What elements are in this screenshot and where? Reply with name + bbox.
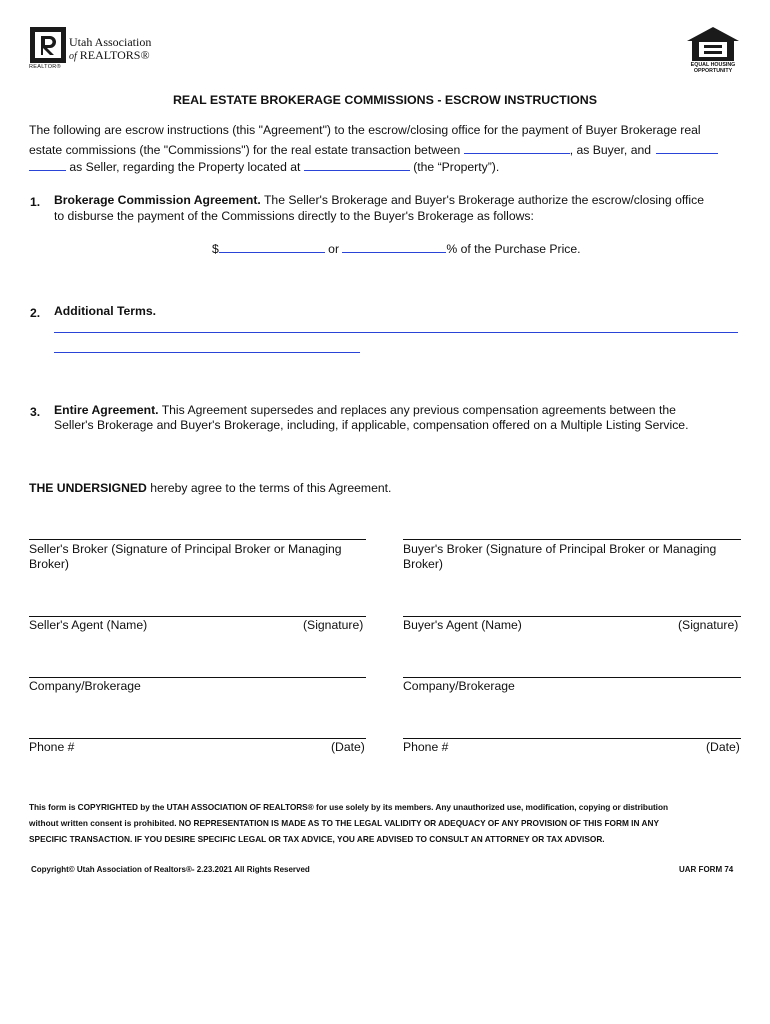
- seller-name-field-end[interactable]: [29, 158, 66, 171]
- seller-phone-label: Phone #: [29, 740, 75, 754]
- logo-line-1: Utah Association: [69, 35, 152, 49]
- undersigned-statement: [29, 480, 391, 497]
- buyer-company-label: Company/Brokerage: [403, 679, 515, 693]
- section-3-number: 3.: [30, 405, 41, 419]
- section-2-heading: Additional Terms.: [54, 304, 157, 318]
- section-1-text-1: The Seller's Brokerage and Buyer's Brokerage authorize the escrow/closing office: [263, 193, 704, 207]
- additional-terms-line-1[interactable]: [54, 332, 738, 333]
- section-1-text-2: to disburse the payment of the Commissions directly to the Buyer's Brokerage as follows:: [54, 209, 534, 223]
- commission-percent-field[interactable]: [342, 240, 446, 253]
- seller-broker-signature-line[interactable]: [29, 539, 366, 540]
- eho-line-1: EQUAL HOUSING: [690, 62, 736, 68]
- property-address-field[interactable]: [304, 158, 410, 171]
- logo-line-2-prefix: of: [69, 51, 77, 62]
- copyright-notice-1: This form is COPYRIGHTED by the UTAH ASSOCIATION OF REALTORS® for use solely by its members. Any unauthorized use, modification, copying or distribution: [29, 802, 668, 812]
- dollar-sign: $: [212, 242, 219, 256]
- undersigned-bold: THE UNDERSIGNED: [29, 481, 147, 495]
- seller-company-label: Company/Brokerage: [29, 679, 141, 693]
- intro-line-3-a: as Seller, regarding the Property located at: [69, 160, 301, 174]
- or-text: or: [328, 242, 340, 256]
- section-3-heading: Entire Agreement.: [54, 403, 159, 417]
- logo-line-2-main: REALTORS®: [79, 48, 150, 62]
- section-3-text-2: Seller's Brokerage and Buyer's Brokerage, including, if applicable, compensation offered on a Multiple Listing Service.: [54, 418, 689, 432]
- equal-housing-logo: [686, 27, 740, 75]
- buyer-name-field[interactable]: [464, 141, 570, 154]
- seller-date-label: (Date): [331, 740, 365, 754]
- intro-line-1: The following are escrow instructions (this "Agreement") to the escrow/closing office for the payment of Buyer Brokerage real: [29, 123, 701, 137]
- percent-text: % of the Purchase Price.: [446, 242, 581, 256]
- seller-name-field-start[interactable]: [656, 141, 718, 154]
- additional-terms-line-2[interactable]: [54, 352, 360, 353]
- eho-line-2: OPPORTUNITY: [693, 68, 733, 74]
- form-number: UAR FORM 74: [679, 865, 734, 874]
- buyer-phone-line[interactable]: [403, 738, 741, 739]
- buyer-date-label: (Date): [706, 740, 740, 754]
- seller-agent-signature-label: (Signature): [303, 618, 364, 632]
- section-1-number: 1.: [30, 195, 41, 209]
- buyer-agent-label: Buyer's Agent (Name): [403, 618, 522, 632]
- buyer-broker-signature-line[interactable]: [403, 539, 741, 540]
- copyright-line: Copyright© Utah Association of Realtors®- 2.23.2021 All Rights Reserved: [31, 865, 310, 874]
- intro-line-3-b: (the “Property”).: [413, 160, 500, 174]
- document-title: REAL ESTATE BROKERAGE COMMISSIONS - ESCROW INSTRUCTIONS: [172, 93, 598, 107]
- undersigned-rest: hereby agree to the terms of this Agreement.: [150, 481, 392, 495]
- buyer-broker-label-1: Buyer's Broker (Signature of Principal Broker or Managing: [403, 542, 717, 556]
- intro-line-2: [29, 141, 718, 159]
- intro-line-2-a: estate commissions (the "Commissions") for the real estate transaction between: [29, 143, 461, 157]
- commission-dollar-field[interactable]: [219, 240, 325, 253]
- seller-broker-label-2: Broker): [29, 557, 69, 571]
- intro-line-3: [29, 158, 499, 176]
- logo-mark-text: REALTOR®: [29, 64, 61, 70]
- commission-amount-row: [212, 240, 581, 258]
- realtor-logo: [29, 26, 169, 74]
- logo-line-2: [69, 48, 150, 63]
- section-1-heading: Brokerage Commission Agreement.: [54, 193, 261, 207]
- buyer-phone-label: Phone #: [403, 740, 449, 754]
- section-3-text-1: This Agreement supersedes and replaces any previous compensation agreements between the: [161, 403, 676, 417]
- buyer-agent-signature-label: (Signature): [678, 618, 739, 632]
- copyright-notice-2: without written consent is prohibited. NO REPRESENTATION IS MADE AS TO THE LEGAL VALIDITY OR ADEQUACY OF ANY PROVISION OF THIS FORM IN ANY: [29, 818, 659, 828]
- seller-phone-line[interactable]: [29, 738, 366, 739]
- copyright-notice-3: SPECIFIC TRANSACTION. IF YOU DESIRE SPECIFIC LEGAL OR TAX ADVICE, YOU ARE ADVISED TO CONSULT AN ATTORNEY OR TAX ADVISOR.: [29, 834, 605, 844]
- seller-agent-label: Seller's Agent (Name): [29, 618, 148, 632]
- buyer-broker-label-2: Broker): [403, 557, 443, 571]
- section-2-number: 2.: [30, 306, 41, 320]
- section-1-line-1: [54, 192, 704, 209]
- seller-broker-label-1: Seller's Broker (Signature of Principal Broker or Managing: [29, 542, 342, 556]
- realtor-r-mark-icon: [30, 27, 66, 63]
- equal-housing-icon: [687, 27, 739, 61]
- intro-line-2-b: , as Buyer, and: [569, 143, 652, 157]
